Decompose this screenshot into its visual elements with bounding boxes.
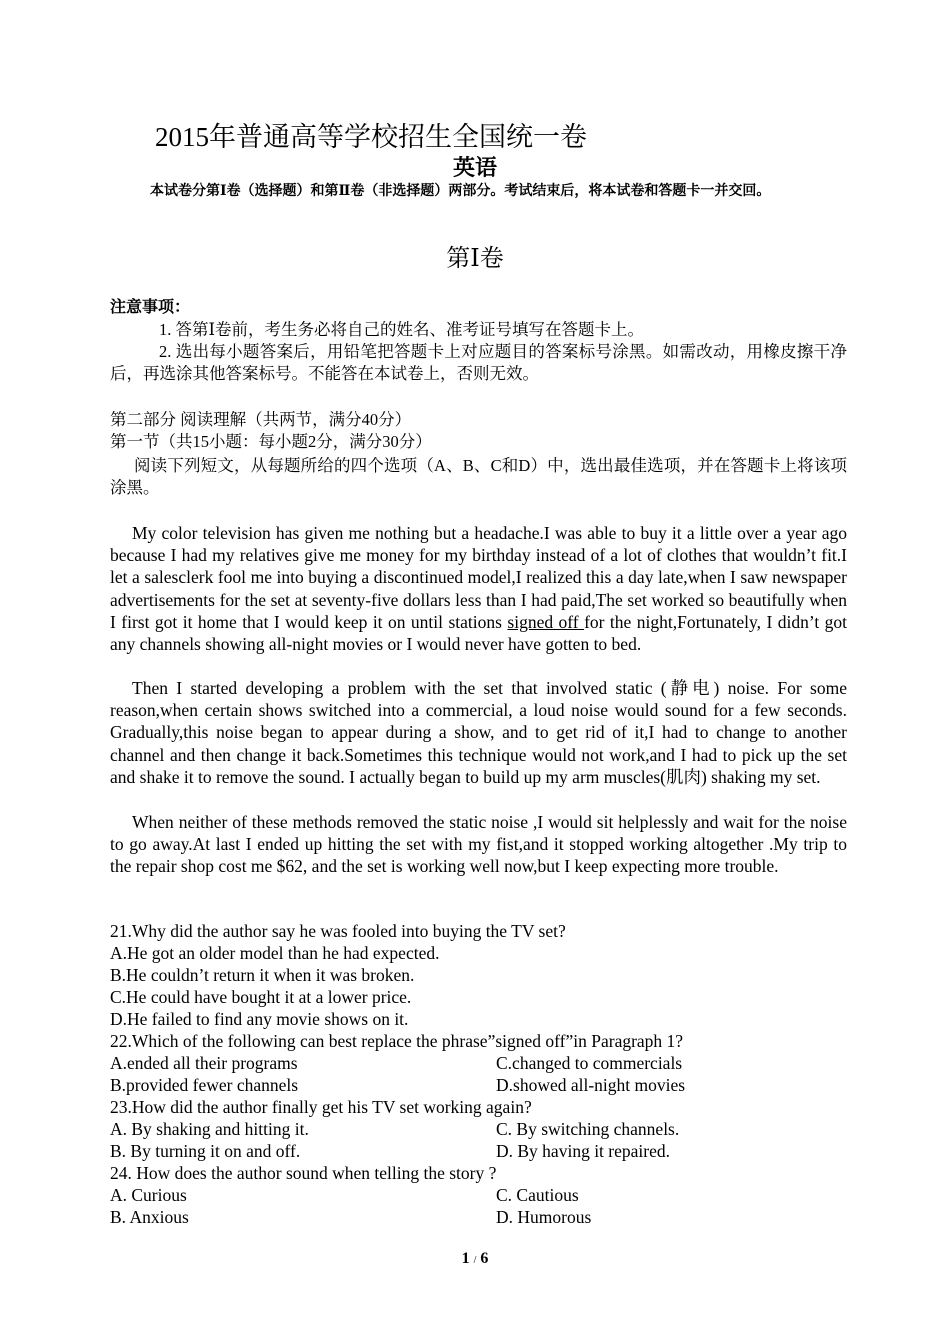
passage-paragraph-3: When neither of these methods removed the static noise ,I would sit helplessly and wait for the noise to go away.At last I ended up hitting the set with my fist,and it stopped working altogether .My trip to the repair shop cost me $62, and the set is working well now,but I keep expecting more trouble. (110, 812, 847, 877)
page-number (0, 1250, 950, 1268)
subject-title: 英语 (452, 155, 497, 180)
question-24-stem: 24. How does the author sound when telling the story ? (110, 1163, 497, 1183)
question-23-stem: 23.How did the author finally get his TV set working again? (110, 1097, 532, 1117)
question-24-option-a: A. Curious (110, 1185, 187, 1205)
question-22-option-a: A.ended all their programs (110, 1053, 298, 1073)
question-22-option-d: D.showed all-night movies (496, 1075, 686, 1095)
question-22-stem: 22.Which of the following can best replace the phrase”signed off”in Paragraph 1? (110, 1031, 684, 1051)
question-23-option-b: B. By turning it on and off. (110, 1141, 301, 1161)
current-page: 1 (461, 1250, 470, 1267)
question-21-option-d: D.He failed to find any movie shows on it. (110, 1009, 409, 1029)
section-part-heading: 第二部分 阅读理解（共两节，满分40分） (110, 410, 412, 429)
passage-text: for the night,Fortunately, I didn’t got any channels showing all-night movies or I would never have gotten to bed. (110, 611, 848, 655)
question-21-stem: 21.Why did the author say he was fooled into buying the TV set? (110, 921, 566, 941)
section-instruction: 阅读下列短文，从每题所给的四个选项（A、B、C和D）中，选出最佳选项，并在答题卡上将该项涂黑。 (110, 456, 847, 497)
question-23-option-a: A. By shaking and hitting it. (110, 1119, 309, 1139)
question-23-option-d: D. By having it repaired. (496, 1141, 670, 1161)
underlined-phrase: signed off (507, 611, 585, 632)
question-21-option-b: B.He couldn’t return it when it was broken. (110, 965, 415, 985)
question-24-option-d: D. Humorous (496, 1207, 592, 1227)
question-22-option-c: C.changed to commercials (496, 1053, 683, 1073)
question-23-option-c: C. By switching channels. (496, 1119, 680, 1139)
page-separator: / (473, 1255, 477, 1266)
question-21-option-c: C.He could have bought it at a lower price. (110, 987, 412, 1007)
passage-text: My color television has given me nothing but a headache.I was able to buy it a little over a year ago because I had my relatives give me money for my birthday instead of a lot of clothes that wouldn’t fit.I let a salesclerk fool me into buying a discontinued model,I realized this a day late,when I saw newspaper advertisements for the set at seventy-five dollars less than I had paid,The set worked so beautifully when I first got it home that I would keep it on until stations (110, 523, 847, 632)
question-24-option-c: C. Cautious (496, 1185, 579, 1205)
exam-title: 2015年普通高等学校招生全国统一卷 (155, 122, 587, 152)
note-item: 2. 选出每小题答案后，用铅笔把答题卡上对应题目的答案标号涂黑。如需改动，用橡皮擦干净后，再选涂其他答案标号。不能答在本试卷上，否则无效。 (110, 342, 847, 383)
total-pages: 6 (480, 1250, 489, 1267)
question-21-option-a: A.He got an older model than he had expected. (110, 943, 440, 963)
question-22-option-b: B.provided fewer channels (110, 1075, 299, 1095)
notes-title: 注意事项： (110, 299, 191, 316)
passage-paragraph-2: Then I started developing a problem with the set that involved static (静电) noise. For some reason,when certain shows switched into a commercial, a loud noise would sound for a few seconds. Gradually,this noise began to appear during a show, and to get rid of it,I had to change to another channel and then change it back.Sometimes this technique would not work,and I had to pick up the set and shake it to remove the sound. I actually began to build up my arm muscles(肌肉) shaking my set. (110, 678, 847, 787)
section-sub-heading: 第一节（共15小题：每小题2分，满分30分） (110, 432, 432, 451)
passage-paragraph-1 (110, 522, 847, 655)
question-24-option-b: B. Anxious (110, 1207, 189, 1227)
exam-intro: 本试卷分第Ⅰ卷（选择题）和第Ⅱ卷（非选择题）两部分。考试结束后，将本试卷和答题卡一并交回。 (150, 184, 771, 199)
note-item: 1. 答第Ⅰ卷前，考生务必将自己的姓名、准考证号填写在答题卡上。 (159, 320, 645, 339)
volume-title: 第Ⅰ卷 (446, 246, 504, 272)
